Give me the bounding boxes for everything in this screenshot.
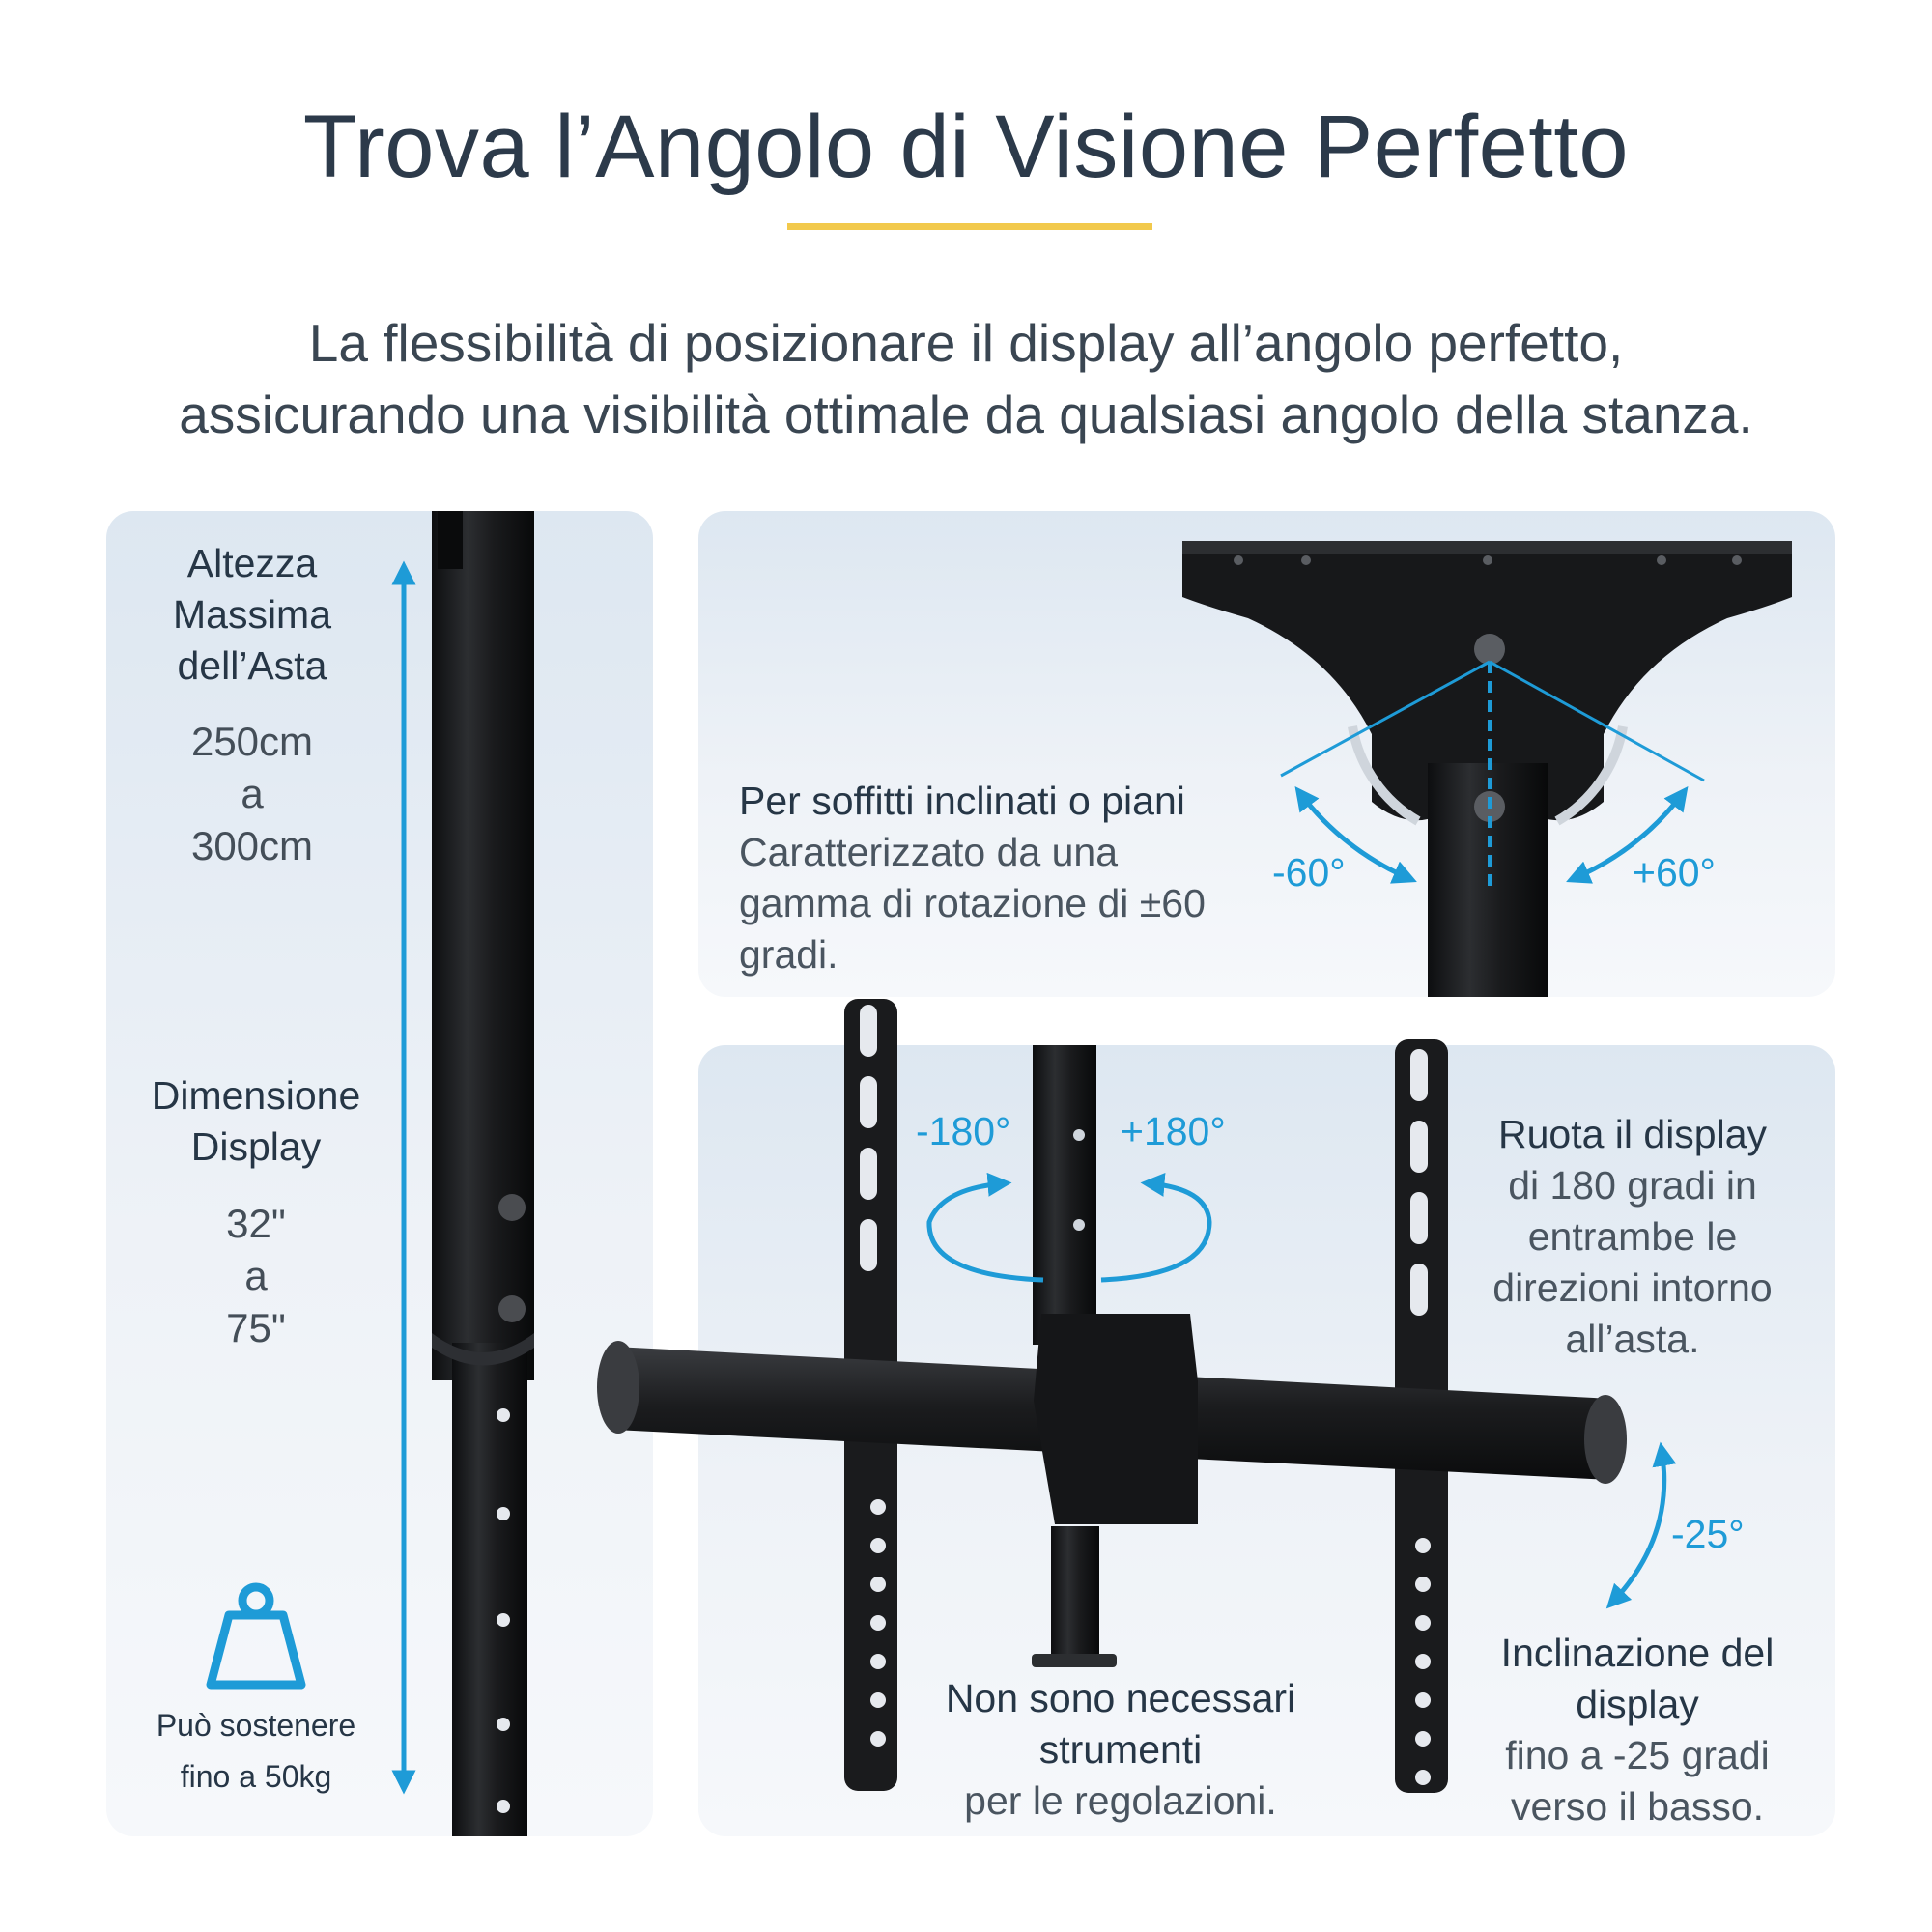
- rotate-heading: Ruota il display: [1497, 1112, 1768, 1156]
- display-size-range: 32" a 75": [226, 1201, 286, 1350]
- tilt-plus-label: +60°: [1633, 850, 1716, 895]
- weight-icon: [211, 1587, 301, 1685]
- height-range: 250cm a 300cm: [190, 719, 314, 868]
- ceiling-heading: Per soffitti inclinati o piani: [739, 779, 1185, 823]
- rotate-plus-label: +180°: [1121, 1109, 1226, 1153]
- rotate-minus-label: -180°: [916, 1109, 1011, 1153]
- subtitle-line-2: assicurando una visibilità ottimale da qualsiasi angolo della stanza.: [179, 384, 1753, 444]
- height-title: Altezza Massima dell’Asta: [172, 541, 332, 688]
- rotate-arrow-right: [1101, 1183, 1209, 1280]
- tilt-down-label: -25°: [1671, 1512, 1745, 1556]
- display-size-title: Dimensione Display: [151, 1073, 361, 1169]
- ceiling-feature-text: Per soffitti inclinati o piani Caratterizzato da una gamma di rotazione di ±60 gradi.: [739, 776, 1241, 980]
- ceiling-plate: [1182, 541, 1792, 997]
- weight-capacity: Può sostenere fino a 50kg: [156, 1708, 356, 1794]
- page-title: Trova l’Angolo di Visione Perfetto: [302, 98, 1630, 196]
- tools-feature-text: Non sono necessari strumenti per le regolazioni.: [945, 1676, 1296, 1823]
- extension-pole: [432, 511, 534, 1836]
- subtitle-line-1: La flessibilità di posizionare il display all’angolo perfetto,: [308, 313, 1624, 373]
- rotate-feature-text: Ruota il display di 180 gradi in entrambe le direzioni intorno all’asta.: [1449, 1109, 1816, 1365]
- rotate-arrow-left: [929, 1183, 1043, 1280]
- tilt-minus-label: -60°: [1272, 850, 1346, 895]
- tilt-feature-text: Inclinazione del display fino a -25 gradi verso il basso.: [1500, 1631, 1775, 1829]
